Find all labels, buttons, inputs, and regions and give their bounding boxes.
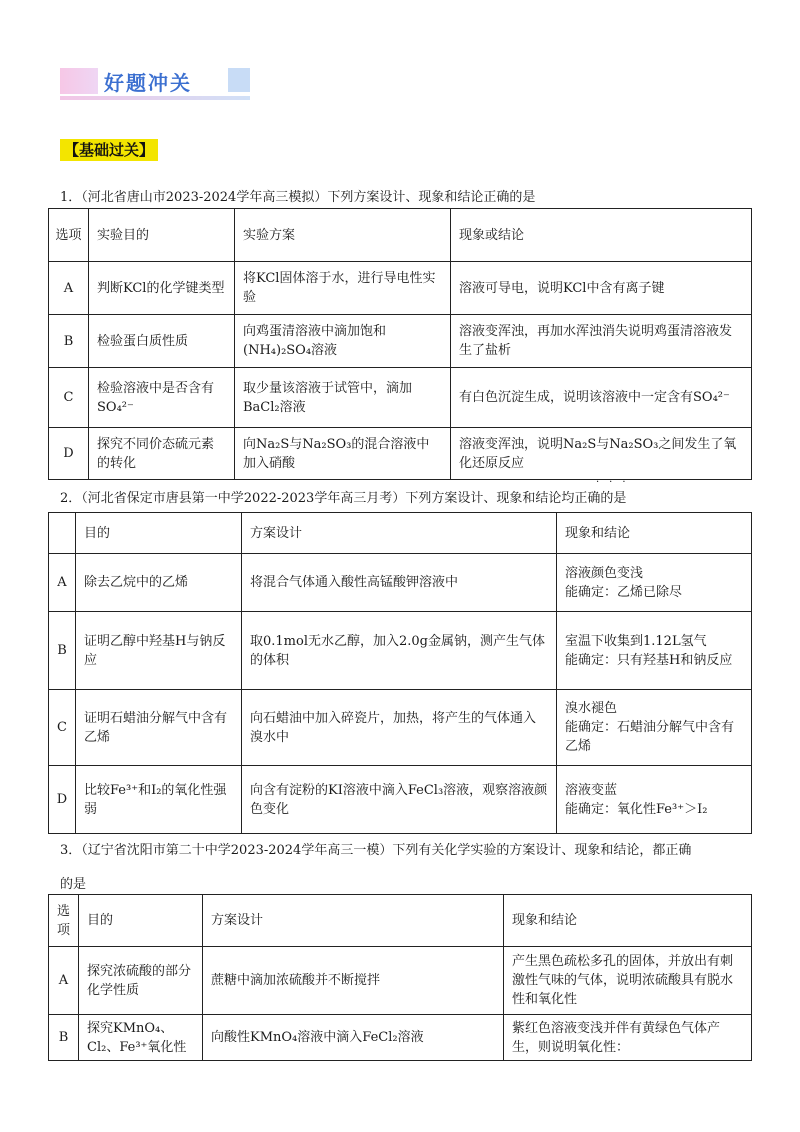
header-cell: 目的 xyxy=(79,895,203,947)
header-cell: 现象和结论 xyxy=(557,513,752,554)
header-cell: 选项 xyxy=(49,209,89,262)
result-conclusion: 能确定：乙烯已除尽 xyxy=(565,584,683,600)
header-cell: 现象和结论 xyxy=(504,895,752,947)
row-label: C xyxy=(49,690,76,766)
plan-cell: 向含有淀粉的KI溶液中滴入FeCl₃溶液，观察溶液颜色变化 xyxy=(242,766,557,834)
header-cell: 现象或结论 xyxy=(451,209,752,262)
header-cell: 选项 xyxy=(49,895,79,947)
table-row xyxy=(49,690,752,766)
result-cell xyxy=(557,554,752,612)
result-cell: 溶液变浑浊，再加水浑浊消失说明鸡蛋清溶液发生了盐析 xyxy=(451,315,752,368)
banner-decoration-right xyxy=(228,68,250,92)
question-2-stem: 2．（河北省保定市唐县第一中学2022-2023学年高三月考）下列方案设计、现象和结论均正确的是 xyxy=(60,491,627,506)
purpose-cell: 证明乙醇中羟基H与钠反应 xyxy=(76,612,242,690)
plan-cell: 取0.1mol无水乙醇，加入2.0g金属钠，测产生气体的体积 xyxy=(242,612,557,690)
question-3-stem: 3．（辽宁省沈阳市第二十中学2023-2024学年高三一模）下列有关化学实验的方案设计、现象和结论，都正确 xyxy=(60,843,692,858)
banner-decoration-left xyxy=(60,68,98,94)
section-banner xyxy=(60,66,260,106)
question-3-stem-continued: 的是 xyxy=(60,877,87,892)
row-label: D xyxy=(49,766,76,834)
result-conclusion: 能确定：只有羟基H和钠反应 xyxy=(565,652,733,668)
question-3-table xyxy=(48,894,752,1061)
question-2-table xyxy=(48,512,752,834)
table-row xyxy=(49,315,752,368)
section-label: 【基础过关】 xyxy=(60,139,158,161)
result-conclusion: 能确定：氧化性Fe³⁺＞I₂ xyxy=(565,801,708,817)
table-row xyxy=(49,766,752,834)
row-label: A xyxy=(49,947,79,1015)
emphasis-dots: ··· xyxy=(596,477,636,488)
banner-underline xyxy=(60,96,250,100)
table-header-row xyxy=(49,895,752,947)
row-label: B xyxy=(49,315,89,368)
table-row xyxy=(49,428,752,480)
result-cell xyxy=(557,612,752,690)
plan-cell: 蔗糖中滴加浓硫酸并不断搅拌 xyxy=(203,947,504,1015)
plan-cell: 向鸡蛋清溶液中滴加饱和(NH₄)₂SO₄溶液 xyxy=(235,315,451,368)
plan-cell: 将混合气体通入酸性高锰酸钾溶液中 xyxy=(242,554,557,612)
plan-cell: 向酸性KMnO₄溶液中滴入FeCl₂溶液 xyxy=(203,1015,504,1061)
row-label: A xyxy=(49,262,89,315)
header-cell: 实验方案 xyxy=(235,209,451,262)
table-header-row xyxy=(49,209,752,262)
purpose-cell: 探究KMnO₄、Cl₂、Fe³⁺氧化性 xyxy=(79,1015,203,1061)
purpose-cell: 探究浓硫酸的部分化学性质 xyxy=(79,947,203,1015)
result-cell: 溶液可导电，说明KCl中含有离子键 xyxy=(451,262,752,315)
question-1-table xyxy=(48,208,752,480)
purpose-cell: 除去乙烷中的乙烯 xyxy=(76,554,242,612)
purpose-cell: 证明石蜡油分解气中含有乙烯 xyxy=(76,690,242,766)
header-cell: 实验目的 xyxy=(89,209,235,262)
header-cell: 方案设计 xyxy=(203,895,504,947)
result-observation: 溴水褪色 xyxy=(565,701,618,716)
purpose-cell: 比较Fe³⁺和I₂的氧化性强弱 xyxy=(76,766,242,834)
result-observation: 溶液颜色变浅 xyxy=(565,565,644,581)
result-observation: 溶液变蓝 xyxy=(565,782,618,798)
row-label: D xyxy=(49,428,89,480)
row-label: B xyxy=(49,1015,79,1061)
table-header-row xyxy=(49,513,752,554)
result-cell: 溶液变浑浊，说明Na₂S与Na₂SO₃之间发生了氧化还原反应 xyxy=(451,428,752,480)
plan-cell: 向石蜡油中加入碎瓷片，加热，将产生的气体通入溴水中 xyxy=(242,690,557,766)
row-label: C xyxy=(49,368,89,428)
table-row xyxy=(49,262,752,315)
purpose-cell: 探究不同价态硫元素的转化 xyxy=(89,428,235,480)
result-cell xyxy=(557,766,752,834)
result-observation: 室温下收集到1.12L氢气 xyxy=(565,633,707,649)
plan-cell: 取少量该溶液于试管中，滴加BaCl₂溶液 xyxy=(235,368,451,428)
result-cell: 产生黑色疏松多孔的固体，并放出有刺激性气味的气体，说明浓硫酸具有脱水性和氧化性 xyxy=(504,947,752,1015)
table-row xyxy=(49,947,752,1015)
result-cell: 紫红色溶液变浅并伴有黄绿色气体产生，则说明氧化性： xyxy=(504,1015,752,1061)
plan-cell: 向Na₂S与Na₂SO₃的混合溶液中加入硝酸 xyxy=(235,428,451,480)
banner-title: 好题冲关 xyxy=(104,71,192,95)
header-cell xyxy=(49,513,76,554)
result-cell xyxy=(557,690,752,766)
table-row xyxy=(49,554,752,612)
question-1-stem: 1．（河北省唐山市2023-2024学年高三模拟）下列方案设计、现象和结论正确的是 xyxy=(60,190,536,205)
result-conclusion: 能确定：石蜡油分解气中含有乙烯 xyxy=(565,720,735,754)
purpose-cell: 检验溶液中是否含有SO₄²⁻ xyxy=(89,368,235,428)
row-label: B xyxy=(49,612,76,690)
table-row xyxy=(49,612,752,690)
purpose-cell: 判断KCl的化学键类型 xyxy=(89,262,235,315)
table-row xyxy=(49,1015,752,1061)
plan-cell: 将KCl固体溶于水，进行导电性实验 xyxy=(235,262,451,315)
row-label: A xyxy=(49,554,76,612)
header-cell: 目的 xyxy=(76,513,242,554)
header-cell: 方案设计 xyxy=(242,513,557,554)
result-cell: 有白色沉淀生成，说明该溶液中一定含有SO₄²⁻ xyxy=(451,368,752,428)
table-row xyxy=(49,368,752,428)
purpose-cell: 检验蛋白质性质 xyxy=(89,315,235,368)
